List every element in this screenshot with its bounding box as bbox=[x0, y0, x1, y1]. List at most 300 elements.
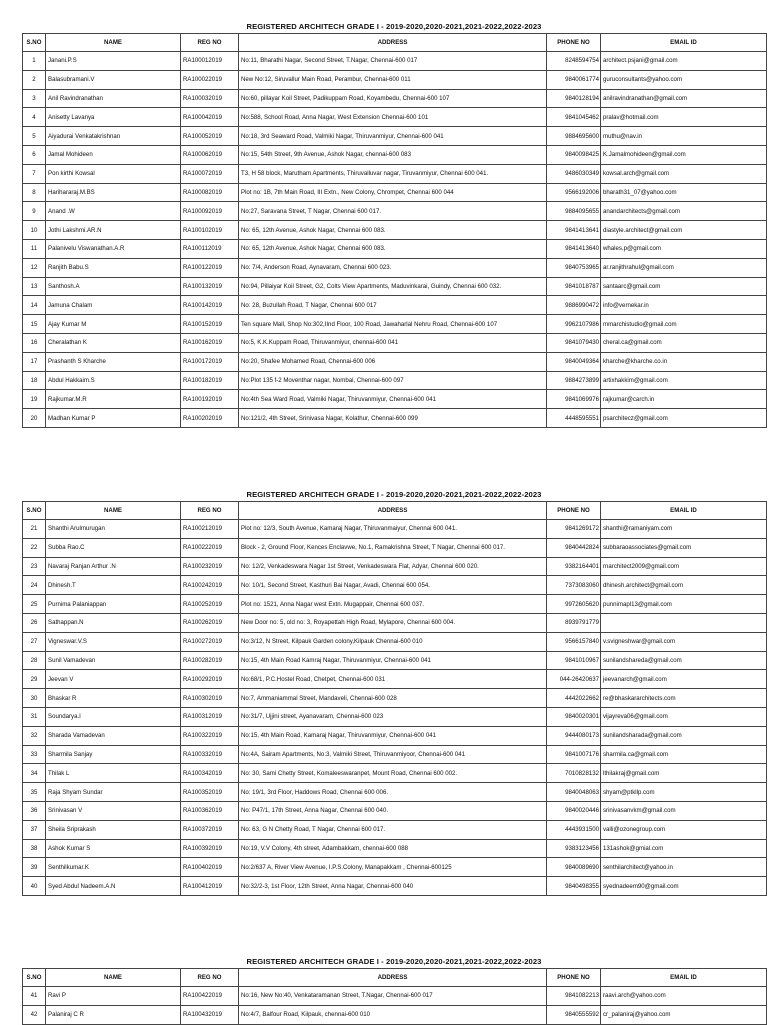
cell-name: Ashok Kumar S bbox=[46, 839, 181, 858]
cell-address: No:16, New No:40, Venkataramanan Street, T.Nagar, Chennai-600 017 bbox=[239, 987, 547, 1006]
table-row bbox=[23, 296, 767, 315]
cell-email-id[interactable]: diastyle.architect@gmail.com bbox=[601, 221, 767, 240]
cell-reg-no: RA100142019 bbox=[181, 296, 239, 315]
table-row bbox=[23, 371, 767, 390]
header-row bbox=[23, 502, 767, 520]
cell-address: No: P47/1, 17th Street, Anna Nagar, Chennai 600 040. bbox=[239, 801, 547, 820]
cell-email-id[interactable]: pralav@hotmail.com bbox=[601, 108, 767, 127]
section-title: REGISTERED ARCHITECH GRADE I - 2019-2020,2020-2021,2021-2022,2022-2023 bbox=[246, 490, 542, 499]
cell-email-id[interactable]: architect.psjani@gmail.com bbox=[601, 52, 767, 71]
cell-email-id[interactable]: ar.ranjithrahul@gmail.com bbox=[601, 258, 767, 277]
cell-sno: 15 bbox=[23, 315, 46, 334]
cell-sno: 21 bbox=[23, 520, 46, 539]
architect-table bbox=[22, 33, 767, 428]
cell-phone-no: 9972605620 bbox=[547, 595, 601, 614]
table-row bbox=[23, 707, 767, 726]
table-row bbox=[23, 764, 767, 783]
cell-email-id[interactable]: subbaraoassociates@gmail.com bbox=[601, 538, 767, 557]
cell-email-id[interactable]: santaarc@gmail.com bbox=[601, 277, 767, 296]
cell-address: New Door no: 5, old no: 3, Royapettah High Road, Mylapore, Chennai 600 004. bbox=[239, 613, 547, 632]
cell-phone-no: 9840049364 bbox=[547, 352, 601, 371]
cell-address: No:68/1, P.C.Hostel Road, Chetpet, Chennai-600 031 bbox=[239, 670, 547, 689]
table-row bbox=[23, 127, 767, 146]
cell-reg-no: RA100162019 bbox=[181, 333, 239, 352]
cell-name: Dhinesh.T bbox=[46, 576, 181, 595]
cell-reg-no: RA100082019 bbox=[181, 183, 239, 202]
cell-reg-no: RA100222019 bbox=[181, 538, 239, 557]
cell-sno: 19 bbox=[23, 390, 46, 409]
cell-name: Purnima Palaniappan bbox=[46, 595, 181, 614]
table-row bbox=[23, 632, 767, 651]
cell-address: No:588, School Road, Anna Nagar, West Extension Chennai-600 101 bbox=[239, 108, 547, 127]
cell-reg-no: RA100352019 bbox=[181, 783, 239, 802]
cell-reg-no: RA100262019 bbox=[181, 613, 239, 632]
table-row bbox=[23, 202, 767, 221]
cell-name: Sheila Sriprakash bbox=[46, 820, 181, 839]
cell-email-id[interactable]: v.svigneshwar@gmail.com bbox=[601, 632, 767, 651]
table-row bbox=[23, 613, 767, 632]
cell-address: No:4A, Sairam Apartments, No:3, Valmiki Street, Thiruvanmiyoor, Chennai-600 041 bbox=[239, 745, 547, 764]
cell-phone-no: 9382164401 bbox=[547, 557, 601, 576]
cell-email-id[interactable]: vijayreva06@gmail.com bbox=[601, 707, 767, 726]
cell-sno: 2 bbox=[23, 70, 46, 89]
cell-email-id[interactable]: shanthi@ramaniyam.com bbox=[601, 520, 767, 539]
cell-phone-no: 7373083060 bbox=[547, 576, 601, 595]
cell-email-id[interactable]: info@vernekar.in bbox=[601, 296, 767, 315]
header-name: NAME bbox=[46, 969, 181, 987]
table-row bbox=[23, 409, 767, 428]
cell-address: No:94, Pillaiyar Koil Street, G2, Colts View Apartments, Maduvinkarai, Guindy, Chennai 600 032. bbox=[239, 277, 547, 296]
header-reg-no: REG NO bbox=[181, 969, 239, 987]
cell-name: Ravi P bbox=[46, 987, 181, 1006]
cell-phone-no: 9841413641 bbox=[547, 221, 601, 240]
cell-reg-no: RA100072019 bbox=[181, 164, 239, 183]
table-row bbox=[23, 987, 767, 1006]
cell-reg-no: RA100062019 bbox=[181, 145, 239, 164]
cell-address: No:32/2-3, 1st Floor, 12th Street, Anna Nagar, Chennai-600 040 bbox=[239, 877, 547, 896]
cell-address: No:60, pillayar Koil Street, Padikuppam Road, Koyambedu, Chennai-600 107 bbox=[239, 89, 547, 108]
cell-sno: 10 bbox=[23, 221, 46, 240]
cell-name: Rajkumar.M.R bbox=[46, 390, 181, 409]
header-email-id: EMAIL ID bbox=[601, 969, 767, 987]
cell-sno: 9 bbox=[23, 202, 46, 221]
cell-email-id[interactable]: kowsal.arch@gmail.com bbox=[601, 164, 767, 183]
cell-sno: 20 bbox=[23, 409, 46, 428]
cell-sno: 26 bbox=[23, 613, 46, 632]
cell-email-id[interactable]: mmarchistudio@gmail.com bbox=[601, 315, 767, 334]
cell-email-id[interactable]: guruconsultants@yahoo.com bbox=[601, 70, 767, 89]
cell-reg-no: RA100172019 bbox=[181, 352, 239, 371]
cell-name: Jeevan V bbox=[46, 670, 181, 689]
cell-phone-no: 9841045462 bbox=[547, 108, 601, 127]
cell-reg-no: RA100342019 bbox=[181, 764, 239, 783]
cell-name: Cheralathan K bbox=[46, 333, 181, 352]
table-row bbox=[23, 89, 767, 108]
table-body bbox=[23, 987, 767, 1025]
cell-email-id[interactable]: kharche@kharche.co.in bbox=[601, 352, 767, 371]
cell-sno: 28 bbox=[23, 651, 46, 670]
cell-reg-no: RA100362019 bbox=[181, 801, 239, 820]
cell-email-id[interactable]: shyam@ptkllp.com bbox=[601, 783, 767, 802]
cell-phone-no: 9841007176 bbox=[547, 745, 601, 764]
cell-name: Soundarya.I bbox=[46, 707, 181, 726]
cell-phone-no: 9884695600 bbox=[547, 127, 601, 146]
cell-name: Thilak L bbox=[46, 764, 181, 783]
cell-sno: 33 bbox=[23, 745, 46, 764]
cell-reg-no: RA100122019 bbox=[181, 258, 239, 277]
cell-name: Harihararaj.M.BS bbox=[46, 183, 181, 202]
cell-address: No: 10/1, Second Street, Kasthuri Bai Nagar, Avadi, Chennai 600 054. bbox=[239, 576, 547, 595]
cell-phone-no: 9486030349 bbox=[547, 164, 601, 183]
cell-email-id[interactable]: anandarchitects@gmail.com bbox=[601, 202, 767, 221]
cell-address: No:18, 3rd Seaward Road, Valmiki Nagar, Thiruvanmiyur, Chennai-600 041 bbox=[239, 127, 547, 146]
cell-phone-no: 9840098425 bbox=[547, 145, 601, 164]
cell-name: Jamuna Chalam bbox=[46, 296, 181, 315]
cell-phone-no: 9840020301 bbox=[547, 707, 601, 726]
header-phone-no: PHONE NO bbox=[547, 969, 601, 987]
cell-address: No:11, Bharathi Nagar, Second Street, T.Nagar, Chennai-600 017 bbox=[239, 52, 547, 71]
cell-reg-no: RA100022019 bbox=[181, 70, 239, 89]
cell-email-id[interactable]: punnimapl13@gmail.com bbox=[601, 595, 767, 614]
cell-address: No: 65, 12th Avenue, Ashok Nagar, Chennai 600 083. bbox=[239, 221, 547, 240]
cell-email-id[interactable]: whales.p@gmail.com bbox=[601, 239, 767, 258]
cell-email-id[interactable]: K.Jamalmohideen@gmail.com bbox=[601, 145, 767, 164]
cell-name: Jothi Lakshmi.AR.N bbox=[46, 221, 181, 240]
header-name: NAME bbox=[46, 34, 181, 52]
cell-reg-no: RA100302019 bbox=[181, 689, 239, 708]
header-row bbox=[23, 34, 767, 52]
table-row bbox=[23, 164, 767, 183]
cell-name: Subba Rao.C bbox=[46, 538, 181, 557]
cell-phone-no: 9886990472 bbox=[547, 296, 601, 315]
cell-phone-no: 9444080173 bbox=[547, 726, 601, 745]
cell-reg-no: RA100232019 bbox=[181, 557, 239, 576]
header-phone-no: PHONE NO bbox=[547, 34, 601, 52]
cell-email-id[interactable]: artixhakkim@gmail.com bbox=[601, 371, 767, 390]
cell-sno: 40 bbox=[23, 877, 46, 896]
table-body bbox=[23, 52, 767, 428]
cell-email-id[interactable]: muthu@nav.in bbox=[601, 127, 767, 146]
header-reg-no: REG NO bbox=[181, 34, 239, 52]
cell-name: Abdul Hakkaim.S bbox=[46, 371, 181, 390]
cell-name: Palanivelu Viswanathan.A.R bbox=[46, 239, 181, 258]
cell-email-id[interactable] bbox=[601, 613, 767, 632]
cell-phone-no: 4448595551 bbox=[547, 409, 601, 428]
cell-name: Anand .W bbox=[46, 202, 181, 221]
header-address: ADDRESS bbox=[239, 502, 547, 520]
cell-sno: 37 bbox=[23, 820, 46, 839]
cell-name: Bhaskar R bbox=[46, 689, 181, 708]
cell-sno: 38 bbox=[23, 839, 46, 858]
header-sno: S.NO bbox=[23, 969, 46, 987]
cell-sno: 3 bbox=[23, 89, 46, 108]
cell-name: Anisetty Lavanya bbox=[46, 108, 181, 127]
cell-phone-no: 8248594754 bbox=[547, 52, 601, 71]
cell-name: Madhan Kumar P bbox=[46, 409, 181, 428]
cell-sno: 31 bbox=[23, 707, 46, 726]
cell-email-id[interactable]: dhinesh.architect@gmail.com bbox=[601, 576, 767, 595]
cell-sno: 14 bbox=[23, 296, 46, 315]
table-row bbox=[23, 70, 767, 89]
cell-reg-no: RA100112019 bbox=[181, 239, 239, 258]
cell-sno: 7 bbox=[23, 164, 46, 183]
table-row bbox=[23, 333, 767, 352]
cell-name: Sharada Vamadevan bbox=[46, 726, 181, 745]
cell-phone-no: 9841082213 bbox=[547, 987, 601, 1006]
cell-reg-no: RA100412019 bbox=[181, 877, 239, 896]
table-row bbox=[23, 783, 767, 802]
cell-email-id[interactable]: psarchitecz@gmail.com bbox=[601, 409, 767, 428]
cell-sno: 34 bbox=[23, 764, 46, 783]
section-1 bbox=[22, 21, 766, 428]
cell-sno: 6 bbox=[23, 145, 46, 164]
section-2 bbox=[22, 489, 766, 896]
cell-name: Syed Abdul Nadeem.A.N bbox=[46, 877, 181, 896]
cell-address: New No:12, Siruvallur Main Road, Perambur, Chennai-600 011 bbox=[239, 70, 547, 89]
cell-sno: 18 bbox=[23, 371, 46, 390]
cell-address: No:15, 4th Main Road Kamraj Nagar, Thiruvanmiyur, Chennai-600 041 bbox=[239, 651, 547, 670]
cell-phone-no: 9884273899 bbox=[547, 371, 601, 390]
table-row bbox=[23, 839, 767, 858]
table-row bbox=[23, 520, 767, 539]
cell-email-id[interactable]: lthilakraj@gmail.com bbox=[601, 764, 767, 783]
cell-phone-no: 9840555592 bbox=[547, 1005, 601, 1024]
cell-phone-no: 9841069976 bbox=[547, 390, 601, 409]
cell-sno: 29 bbox=[23, 670, 46, 689]
cell-name: Raja Shyam Sundar bbox=[46, 783, 181, 802]
cell-email-id[interactable]: rajkumar@carch.in bbox=[601, 390, 767, 409]
cell-name: Srinivasan V bbox=[46, 801, 181, 820]
table-row bbox=[23, 745, 767, 764]
cell-sno: 22 bbox=[23, 538, 46, 557]
architect-table bbox=[22, 501, 767, 896]
table-row bbox=[23, 670, 767, 689]
cell-phone-no: 9840442824 bbox=[547, 538, 601, 557]
cell-phone-no: 4443931500 bbox=[547, 820, 601, 839]
cell-reg-no: RA100392019 bbox=[181, 839, 239, 858]
cell-address: Ten square Mall, Shop No:302,IInd Floor, 100 Road, Jawaharlal Nehru Road, Chennai-600 107 bbox=[239, 315, 547, 334]
cell-sno: 25 bbox=[23, 595, 46, 614]
cell-phone-no: 9840753965 bbox=[547, 258, 601, 277]
cell-email-id[interactable]: rnarchitect2009@gmail.com bbox=[601, 557, 767, 576]
cell-name: Sunil Vamadevan bbox=[46, 651, 181, 670]
cell-name: Jamal Mohideen bbox=[46, 145, 181, 164]
cell-email-id[interactable]: valli@ozonegroup.com bbox=[601, 820, 767, 839]
cell-address: No:20, Shafee Mohamed Road, Chennai-600 006 bbox=[239, 352, 547, 371]
header-email-id: EMAIL ID bbox=[601, 502, 767, 520]
table-row bbox=[23, 858, 767, 877]
cell-address: No:27, Saravana Street, T Nagar, Chennai 600 017. bbox=[239, 202, 547, 221]
cell-email-id[interactable]: senthilarchitect@yahoo.in bbox=[601, 858, 767, 877]
header-address: ADDRESS bbox=[239, 34, 547, 52]
cell-address: T3, H 58 block, Marutham Apartments, Thiruvalluvar nagar, Tiruvanmiyur, Chennai 600 041. bbox=[239, 164, 547, 183]
table-row bbox=[23, 1005, 767, 1024]
table-row bbox=[23, 801, 767, 820]
cell-address: Plot no: 1B, 7th Main Road, III Extn., New Colony, Chrompet, Chennai 600 044 bbox=[239, 183, 547, 202]
cell-reg-no: RA100312019 bbox=[181, 707, 239, 726]
table-row bbox=[23, 820, 767, 839]
cell-reg-no: RA100092019 bbox=[181, 202, 239, 221]
cell-phone-no: 9383123456 bbox=[547, 839, 601, 858]
cell-phone-no: 9841269172 bbox=[547, 520, 601, 539]
cell-phone-no: 9840020446 bbox=[547, 801, 601, 820]
cell-email-id[interactable]: sharmila.ca@gmail.com bbox=[601, 745, 767, 764]
cell-address: Block - 2, Ground Floor, Kences Enclavwe, No.1, Ramakrishna Street, T Nagar, Chennai 600 017. bbox=[239, 538, 547, 557]
cell-reg-no: RA100402019 bbox=[181, 858, 239, 877]
cell-phone-no: 9566192006 bbox=[547, 183, 601, 202]
section-3 bbox=[22, 956, 766, 1025]
section-title: REGISTERED ARCHITECH GRADE I - 2019-2020,2020-2021,2021-2022,2022-2023 bbox=[246, 957, 542, 966]
cell-sno: 8 bbox=[23, 183, 46, 202]
cell-sno: 36 bbox=[23, 801, 46, 820]
table-row bbox=[23, 315, 767, 334]
table-row bbox=[23, 595, 767, 614]
cell-name: Pon kirthi Kowsal bbox=[46, 164, 181, 183]
cell-sno: 16 bbox=[23, 333, 46, 352]
header-row bbox=[23, 969, 767, 987]
cell-address: No:19, V.V Colony, 4th street, Adambakkam, chennai-600 088 bbox=[239, 839, 547, 858]
cell-email-id[interactable]: 131ashok@gmial.com bbox=[601, 839, 767, 858]
cell-phone-no: 9566157840 bbox=[547, 632, 601, 651]
cell-address: Plot no: 1521, Anna Nagar west Extn. Mugappair, Chennai 600 037. bbox=[239, 595, 547, 614]
cell-phone-no: 9841079430 bbox=[547, 333, 601, 352]
header-email-id: EMAIL ID bbox=[601, 34, 767, 52]
cell-address: No:3/12, N Street, Kilpauk Garden colony,Kilpauk Chennai-600 010 bbox=[239, 632, 547, 651]
cell-address: No:5, K.K.Kuppam Road, Thiruvanmiyur, chennai-600 041 bbox=[239, 333, 547, 352]
cell-address: No: 30, Sami Chetty Street, Komaleeswaranpet, Mount Road, Chennai 600 002. bbox=[239, 764, 547, 783]
table-row bbox=[23, 145, 767, 164]
cell-sno: 30 bbox=[23, 689, 46, 708]
cell-email-id[interactable]: sunilandsharada@gmail.com bbox=[601, 726, 767, 745]
cell-name: Prashanth S Kharche bbox=[46, 352, 181, 371]
cell-email-id[interactable]: sunilandshareda@gmail.com bbox=[601, 651, 767, 670]
cell-phone-no: 9841018787 bbox=[547, 277, 601, 296]
cell-address: No: 12/2, Venkadeswara Nagar 1st Street, Venkadeswara Flat, Adyar, Chennai 600 020. bbox=[239, 557, 547, 576]
header-reg-no: REG NO bbox=[181, 502, 239, 520]
cell-address: No: 63, G N Chetty Road, T Nagar, Chennai 600 017. bbox=[239, 820, 547, 839]
header-address: ADDRESS bbox=[239, 969, 547, 987]
cell-reg-no: RA100192019 bbox=[181, 390, 239, 409]
cell-sno: 32 bbox=[23, 726, 46, 745]
cell-address: No:Plot 135 f-2 Moventhar nagar, Nombal, Chennai-600 097 bbox=[239, 371, 547, 390]
cell-name: Janani.P.S bbox=[46, 52, 181, 71]
cell-phone-no: 9841413640 bbox=[547, 239, 601, 258]
cell-sno: 4 bbox=[23, 108, 46, 127]
cell-sno: 24 bbox=[23, 576, 46, 595]
cell-email-id[interactable]: anilravindranathan@gmail.com bbox=[601, 89, 767, 108]
header-sno: S.NO bbox=[23, 34, 46, 52]
cell-sno: 12 bbox=[23, 258, 46, 277]
cell-name: Ranjith Babu.S bbox=[46, 258, 181, 277]
cell-reg-no: RA100322019 bbox=[181, 726, 239, 745]
architect-table bbox=[22, 968, 767, 1025]
cell-reg-no: RA100012019 bbox=[181, 52, 239, 71]
table-row bbox=[23, 689, 767, 708]
cell-address: No: 7/4, Anderson Road, Aynavaram, Chennai 600 023. bbox=[239, 258, 547, 277]
cell-phone-no: 7010828132 bbox=[547, 764, 601, 783]
cell-sno: 41 bbox=[23, 987, 46, 1006]
cell-name: Anil Ravindranathan bbox=[46, 89, 181, 108]
cell-sno: 42 bbox=[23, 1005, 46, 1024]
cell-reg-no: RA100242019 bbox=[181, 576, 239, 595]
cell-reg-no: RA100202019 bbox=[181, 409, 239, 428]
cell-phone-no: 4442022662 bbox=[547, 689, 601, 708]
table-row bbox=[23, 52, 767, 71]
cell-address: No: 65, 12th Avenue, Ashok Nagar, Chennai 600 083. bbox=[239, 239, 547, 258]
cell-email-id[interactable]: jeevanarch@gmail.com bbox=[601, 670, 767, 689]
table-row bbox=[23, 538, 767, 557]
cell-email-id[interactable]: cr_palaniraj@yahoo.com bbox=[601, 1005, 767, 1024]
cell-phone-no: 9840498355 bbox=[547, 877, 601, 896]
header-name: NAME bbox=[46, 502, 181, 520]
cell-reg-no: RA100432019 bbox=[181, 1005, 239, 1024]
table-row bbox=[23, 877, 767, 896]
table-body bbox=[23, 520, 767, 896]
cell-sno: 5 bbox=[23, 127, 46, 146]
cell-email-id[interactable]: cheral.ca@gmail.com bbox=[601, 333, 767, 352]
cell-name: Sharmila Sanjay bbox=[46, 745, 181, 764]
cell-reg-no: RA100052019 bbox=[181, 127, 239, 146]
cell-name: Balasubramani.V bbox=[46, 70, 181, 89]
table-row bbox=[23, 576, 767, 595]
cell-sno: 27 bbox=[23, 632, 46, 651]
table-row bbox=[23, 726, 767, 745]
cell-reg-no: RA100372019 bbox=[181, 820, 239, 839]
cell-name: Sathappan.N bbox=[46, 613, 181, 632]
cell-email-id[interactable]: syednadeem90@gmail.com bbox=[601, 877, 767, 896]
cell-name: Shanthi Arulmurugan bbox=[46, 520, 181, 539]
cell-sno: 23 bbox=[23, 557, 46, 576]
cell-phone-no: 9840061774 bbox=[547, 70, 601, 89]
cell-reg-no: RA100252019 bbox=[181, 595, 239, 614]
cell-address: No:15, 54th Street, 9th Avenue, Ashok Nagar, chennai-600 083 bbox=[239, 145, 547, 164]
cell-address: No:7, Ammaniammal Street, Mandaveli, Chennai-600 028 bbox=[239, 689, 547, 708]
table-row bbox=[23, 352, 767, 371]
cell-name: Santhosh.A bbox=[46, 277, 181, 296]
cell-sno: 1 bbox=[23, 52, 46, 71]
cell-reg-no: RA100042019 bbox=[181, 108, 239, 127]
cell-email-id[interactable]: bharath31_07@yahoo.com bbox=[601, 183, 767, 202]
cell-email-id[interactable]: re@bhaskararchitects.com bbox=[601, 689, 767, 708]
cell-reg-no: RA100272019 bbox=[181, 632, 239, 651]
cell-name: Vigneswar.V.S bbox=[46, 632, 181, 651]
cell-email-id[interactable]: raavi.arch@yahoo.com bbox=[601, 987, 767, 1006]
table-row bbox=[23, 108, 767, 127]
table-row bbox=[23, 277, 767, 296]
header-phone-no: PHONE NO bbox=[547, 502, 601, 520]
cell-address: No:4/7, Balfour Road, Kilpauk, chennai-600 010 bbox=[239, 1005, 547, 1024]
cell-email-id[interactable]: srinivasanvkm@gmail.com bbox=[601, 801, 767, 820]
cell-sno: 11 bbox=[23, 239, 46, 258]
table-row bbox=[23, 239, 767, 258]
cell-sno: 13 bbox=[23, 277, 46, 296]
cell-phone-no: 9962107986 bbox=[547, 315, 601, 334]
cell-reg-no: RA100292019 bbox=[181, 670, 239, 689]
cell-phone-no: 9884095655 bbox=[547, 202, 601, 221]
cell-address: No: 19/1, 3rd Floor, Haddows Road, Chennai 600 006. bbox=[239, 783, 547, 802]
header-sno: S.NO bbox=[23, 502, 46, 520]
cell-address: No: 28, Buzullah Road, T Nagar, Chennai 600 017 bbox=[239, 296, 547, 315]
cell-address: No:31/7, Ujjini street, Ayanavaram, Chennai-600 023 bbox=[239, 707, 547, 726]
cell-name: Palaniraj C R bbox=[46, 1005, 181, 1024]
cell-reg-no: RA100152019 bbox=[181, 315, 239, 334]
cell-reg-no: RA100102019 bbox=[181, 221, 239, 240]
cell-name: Ajay Kumar M bbox=[46, 315, 181, 334]
cell-address: No:2/637 A, River View Avenue, I.P.S.Colony, Manapakkam , Chennai-600125 bbox=[239, 858, 547, 877]
cell-address: Plot no: 12/3, South Avenue, Kamaraj Nagar, Thiruvanmaiyur, Chennai 600 041. bbox=[239, 520, 547, 539]
cell-reg-no: RA100132019 bbox=[181, 277, 239, 296]
cell-reg-no: RA100212019 bbox=[181, 520, 239, 539]
